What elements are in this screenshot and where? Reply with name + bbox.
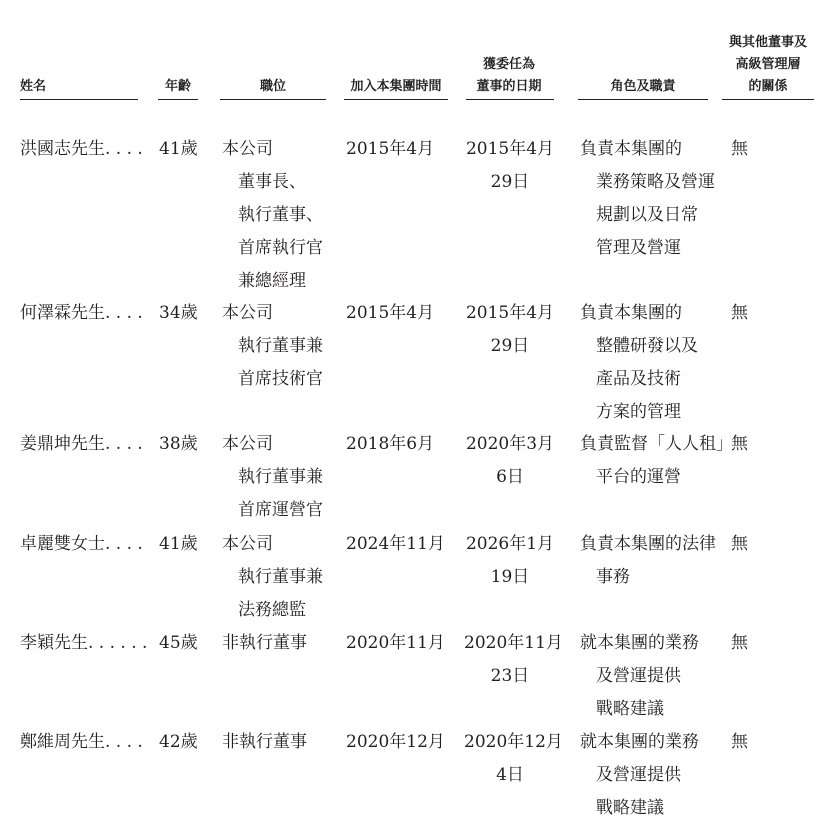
role-line: 負責監督「人人租」	[580, 434, 733, 454]
cell-name	[20, 528, 150, 561]
relation-line: 無	[731, 303, 748, 323]
join-date-line: 2015年4月	[346, 139, 435, 159]
cell-name	[20, 133, 150, 166]
cell-appoint-date	[464, 428, 556, 494]
age-line: 34歲	[159, 303, 198, 323]
name-line: 姜鼎坤先生. . . .	[20, 434, 143, 454]
cell-name	[20, 297, 150, 330]
cell-relation	[731, 726, 761, 759]
role-line: 及營運提供	[596, 765, 681, 785]
role-line: 及營運提供	[596, 666, 681, 686]
header-rule-appoint-date	[466, 99, 554, 100]
cell-role	[580, 627, 730, 726]
cell-name	[20, 726, 150, 759]
position-line: 執行董事、	[238, 205, 323, 225]
age-line: 41歲	[159, 139, 198, 159]
position-line: 非執行董事	[222, 633, 307, 653]
cell-age	[159, 726, 199, 759]
header-rule-position	[220, 99, 326, 100]
header-role: 角色及職責	[610, 79, 676, 94]
cell-position	[222, 428, 342, 527]
cell-join-date	[346, 133, 456, 166]
role-line: 戰略建議	[596, 798, 664, 818]
appoint-date-line: 29日	[490, 172, 530, 192]
appoint-date-line: 6日	[496, 467, 524, 487]
role-line: 事務	[596, 567, 630, 587]
cell-role	[580, 133, 730, 265]
cell-relation	[731, 133, 761, 166]
role-line: 負責本集團的法律	[580, 534, 716, 554]
header-rule-relation	[722, 99, 814, 100]
appoint-date-line: 2020年11月	[464, 633, 563, 653]
appoint-date-line: 2015年4月	[465, 139, 555, 159]
cell-role	[580, 297, 730, 429]
role-line: 負責本集團的	[580, 303, 682, 323]
appoint-date-line: 23日	[490, 666, 530, 686]
age-line: 41歲	[159, 534, 198, 554]
role-line: 業務策略及營運	[596, 172, 715, 192]
header-relation: 與其他董事及 高級管理層 的關係	[728, 35, 807, 94]
role-line: 產品及技術	[596, 369, 681, 389]
role-line: 規劃以及日常	[596, 205, 698, 225]
role-line: 方案的管理	[596, 402, 681, 422]
cell-age	[159, 428, 199, 461]
position-line: 執行董事兼	[238, 567, 323, 587]
position-line: 董事長、	[238, 172, 306, 192]
cell-join-date	[346, 428, 456, 461]
cell-appoint-date	[464, 627, 563, 693]
position-line: 首席執行官	[238, 238, 323, 258]
age-line: 45歲	[159, 633, 198, 653]
join-date-line: 2015年4月	[346, 303, 435, 323]
position-line: 本公司	[222, 303, 273, 323]
role-line: 整體研發以及	[596, 336, 698, 356]
cell-relation	[731, 297, 761, 330]
header-position: 職位	[259, 79, 286, 94]
header-appoint-date: 獲委任為 董事的日期	[476, 57, 542, 94]
cell-age	[159, 133, 199, 166]
cell-position	[222, 297, 342, 396]
age-line: 38歲	[159, 434, 198, 454]
role-line: 就本集團的業務	[580, 633, 699, 653]
cell-relation	[731, 528, 761, 561]
position-line: 法務總監	[238, 600, 306, 620]
name-line: 卓麗雙女士. . . .	[20, 534, 143, 554]
cell-age	[159, 297, 199, 330]
name-line: 鄭維周先生. . . .	[20, 732, 143, 752]
cell-appoint-date	[464, 726, 563, 792]
appoint-date-line: 2026年1月	[465, 534, 555, 554]
cell-relation	[731, 627, 761, 660]
role-line: 管理及營運	[596, 238, 681, 258]
role-line: 平台的運營	[596, 467, 681, 487]
cell-appoint-date	[464, 297, 556, 363]
appoint-date-line: 4日	[496, 765, 524, 785]
cell-name	[20, 428, 150, 461]
join-date-line: 2018年6月	[346, 434, 435, 454]
cell-position	[222, 528, 342, 627]
relation-line: 無	[731, 534, 748, 554]
cell-appoint-date	[464, 133, 556, 199]
cell-name	[20, 627, 150, 660]
join-date-line: 2020年11月	[346, 633, 445, 653]
role-line: 戰略建議	[596, 699, 664, 719]
relation-line: 無	[731, 633, 748, 653]
cell-role	[580, 528, 730, 594]
position-line: 執行董事兼	[238, 467, 323, 487]
header-rule-join-date	[344, 99, 448, 100]
role-line: 負責本集團的	[580, 139, 682, 159]
name-line: 李穎先生. . . . . .	[20, 633, 148, 653]
position-line: 非執行董事	[222, 732, 307, 752]
join-date-line: 2024年11月	[346, 534, 445, 554]
cell-position	[222, 726, 342, 759]
cell-join-date	[346, 297, 456, 330]
age-line: 42歲	[159, 732, 198, 752]
appoint-date-line: 19日	[490, 567, 530, 587]
appoint-date-line: 2015年4月	[465, 303, 555, 323]
appoint-date-line: 2020年12月	[464, 732, 563, 752]
cell-age	[159, 528, 199, 561]
header-age: 年齡	[164, 79, 191, 94]
header-rule-age	[158, 99, 198, 100]
position-line: 執行董事兼	[238, 336, 323, 356]
cell-appoint-date	[464, 528, 556, 594]
position-line: 本公司	[222, 434, 273, 454]
role-line: 就本集團的業務	[580, 732, 699, 752]
name-line: 何澤霖先生. . . .	[20, 303, 143, 323]
header-join-date: 加入本集團時間	[350, 79, 442, 94]
name-line: 洪國志先生. . . .	[20, 139, 143, 159]
cell-role	[580, 726, 730, 825]
appoint-date-line: 2020年3月	[465, 434, 555, 454]
position-line: 本公司	[222, 534, 273, 554]
cell-relation	[731, 428, 761, 461]
appoint-date-line: 29日	[490, 336, 530, 356]
cell-join-date	[346, 726, 456, 759]
header-name: 姓名	[20, 79, 47, 94]
position-line: 首席運營官	[238, 500, 323, 520]
header-rule-role	[578, 99, 708, 100]
header-rule-name	[20, 99, 138, 100]
relation-line: 無	[731, 434, 748, 454]
position-line: 首席技術官	[238, 369, 323, 389]
position-line: 兼總經理	[238, 271, 306, 291]
relation-line: 無	[731, 139, 748, 159]
cell-position	[222, 133, 342, 298]
cell-position	[222, 627, 342, 660]
cell-age	[159, 627, 199, 660]
cell-role	[580, 428, 733, 494]
cell-join-date	[346, 528, 456, 561]
join-date-line: 2020年12月	[346, 732, 445, 752]
position-line: 本公司	[222, 139, 273, 159]
cell-join-date	[346, 627, 456, 660]
relation-line: 無	[731, 732, 748, 752]
